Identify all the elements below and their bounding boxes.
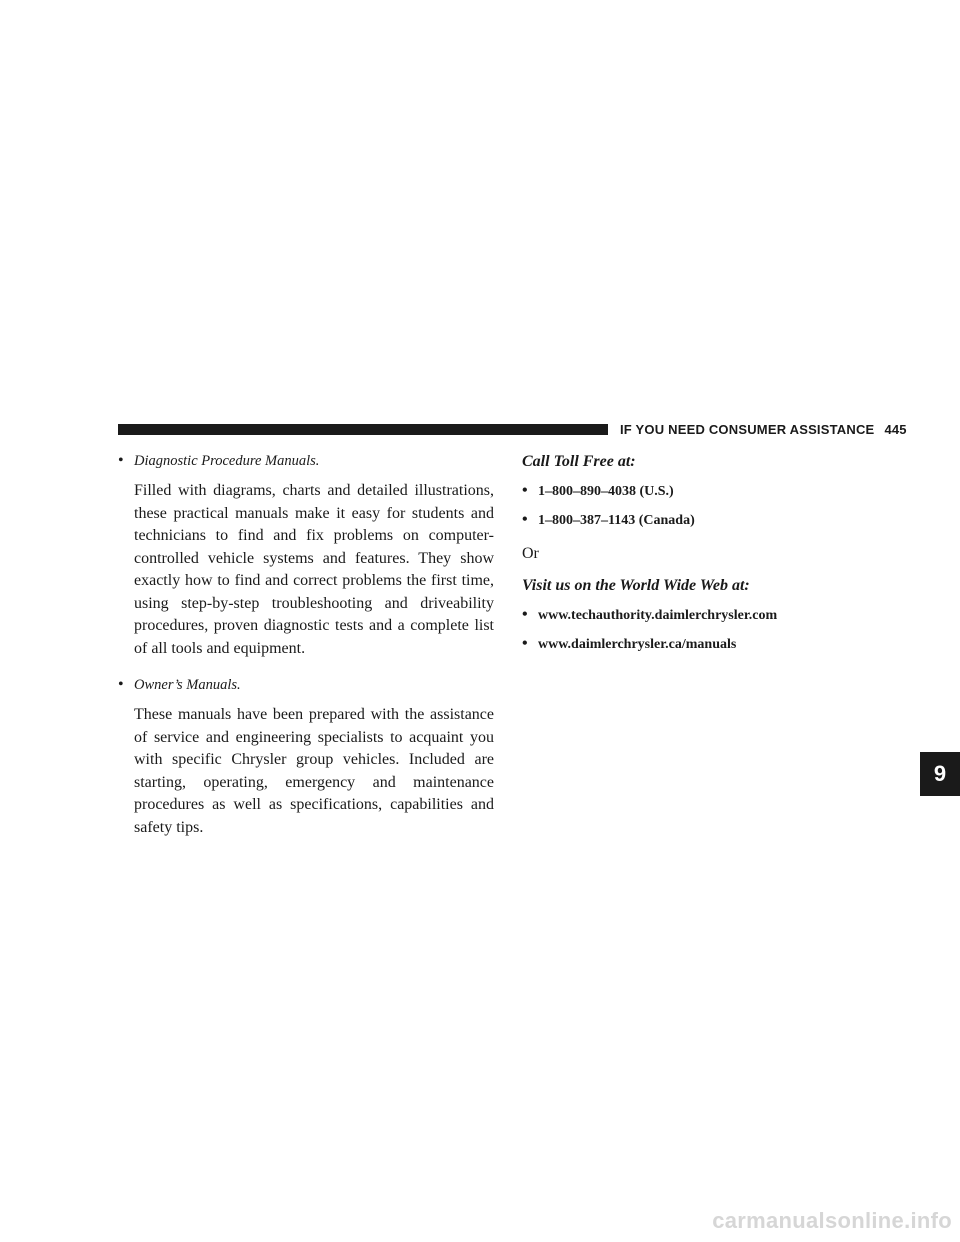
section-title: IF YOU NEED CONSUMER ASSISTANCE bbox=[620, 422, 875, 437]
call-heading: Call Toll Free at: bbox=[522, 453, 636, 470]
bullet-icon: • bbox=[522, 511, 528, 528]
item-description: Filled with diagrams, charts and detailed illustrations, these practical manuals make it easy for students and technicians to find and fix problems on computer-controlled vehicle systems and features. They show exactly how to find and correct problems the first time, using step-by-step troubleshooting and driveability procedures, proven diagnostic tests and a complete list of all tools and equipment. bbox=[134, 482, 494, 657]
list-item bbox=[118, 450, 494, 472]
item-title: Owner’s Manuals. bbox=[134, 677, 241, 693]
website-item bbox=[522, 604, 852, 627]
phone-item bbox=[522, 509, 852, 532]
watermark: carmanualsonline.info bbox=[712, 1208, 952, 1233]
phone-number: 1–800–890–4038 (U.S.) bbox=[538, 484, 674, 499]
page-number: 445 bbox=[884, 422, 907, 437]
phone-number: 1–800–387–1143 (Canada) bbox=[538, 513, 695, 528]
bullet-icon: • bbox=[522, 482, 528, 499]
item-title: Diagnostic Procedure Manuals. bbox=[134, 453, 320, 469]
bullet-icon: • bbox=[118, 676, 124, 693]
bullet-icon: • bbox=[522, 606, 528, 623]
section-tab-marker: 9 bbox=[920, 752, 960, 796]
header-rule bbox=[118, 424, 608, 435]
website-url: www.daimlerchrysler.ca/manuals bbox=[538, 637, 737, 652]
right-column bbox=[522, 450, 852, 656]
item-description: These manuals have been prepared with the assistance of service and engineering specialists to acquaint you with specific Chrysler group vehicles. Included are starting, operating, emergency and maintenance procedures as well as specifications, capabilities and safety tips. bbox=[134, 706, 494, 836]
left-column bbox=[118, 450, 494, 839]
web-heading: Visit us on the World Wide Web at: bbox=[522, 577, 750, 594]
or-text: Or bbox=[522, 545, 539, 562]
bullet-icon: • bbox=[522, 635, 528, 652]
phone-item bbox=[522, 480, 852, 503]
running-header bbox=[620, 422, 907, 437]
website-item bbox=[522, 633, 852, 656]
list-item bbox=[118, 674, 494, 696]
website-url: www.techauthority.daimlerchrysler.com bbox=[538, 608, 778, 623]
bullet-icon: • bbox=[118, 452, 124, 469]
